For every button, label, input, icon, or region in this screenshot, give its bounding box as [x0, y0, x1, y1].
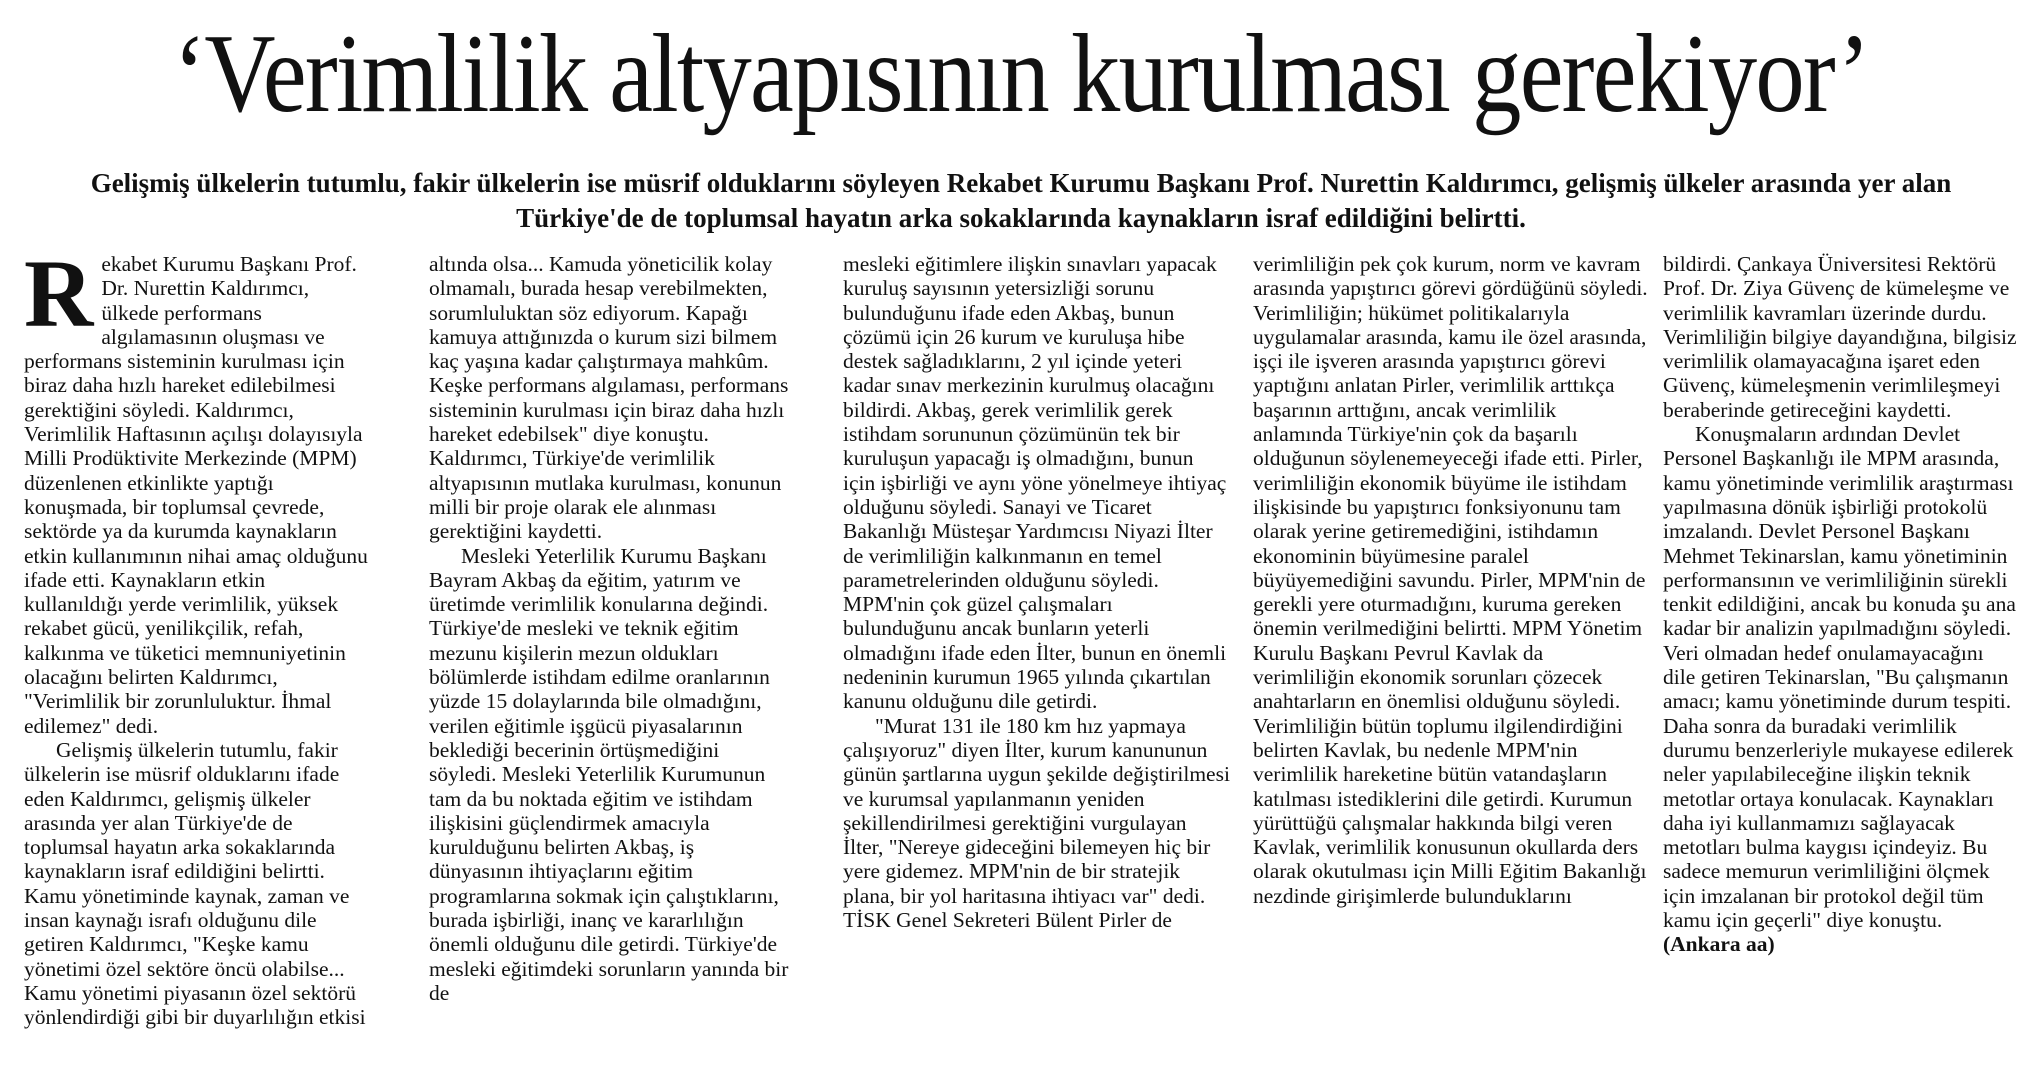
- article-column-4: [1253, 252, 1648, 1062]
- column-3-paragraph-2: "Murat 131 ile 180 km hız yapmaya çalışıyoruz" diyen İlter, kurum kanununun günün şartlarına uygun şekilde değiştirilmesi ve kurumsal yapılanmanın yeniden şekillendirilmesi gerektiğini vurgulayan İlter, "Nereye gideceğini bilemeyen hiç bir yere gidemez. MPM'nin de bir stratejik plana, bir yol haritasına ihtiyacı var" dedi. TİSK Genel Sekreteri Bülent Pirler de: [843, 713, 1230, 933]
- column-5-paragraph-1: bildirdi. Çankaya Üniversitesi Rektörü Prof. Dr. Ziya Güvenç de kümeleşme ve verimlilik kavramları üzerinde durdu. Verimliliğin bilgiye dayandığına, bilgisiz verimlilik olamayacağına işaret eden Güvenç, kümeleşmenin verimlileşmeyi beraberinde getireceğini kaydetti.: [1663, 252, 2017, 422]
- drop-cap: R: [24, 252, 94, 347]
- byline: (Ankara aa): [1663, 932, 1775, 957]
- column-3-paragraph-1: mesleki eğitimlere ilişkin sınavları yapacak kuruluş sayısının yetersizliği sorunu bulunduğunu ifade eden Akbaş, bunun çözümü için 26 kurum ve kuruluşa hibe destek sağladıklarını, 2 yıl içinde yeteri kadar sınav merkezinin kurulmuş olacağını bildirdi. Akbaş, gerek verimlilik gerek istihdam sorununun çözümünün tek bir kuruluşun yapacağı iş olmadığını, bunun için işbirliği ve aynı yöne yönelmeye ihtiyaç olduğunu söyledi. Sanayi ve Ticaret Bakanlığı Müsteşar Yardımcısı Niyazi İlter de verimliliğin kalkınmanın en temel parametrelerinden olduğunu söyledi. MPM'nin çok güzel çalışmaları bulunduğunu ancak bunların yeterli olmadığını ifade eden İlter, bunun en önemli nedeninin kurumun 1965 yılında çıkartılan kanunu olduğunu dile getirdi.: [843, 252, 1227, 714]
- article-column-1: [24, 252, 369, 1062]
- headline: ‘Verimlilik altyapısının kurulması gerekiyor’: [173, 12, 1869, 136]
- column-2-paragraph-2: Mesleki Yeterlilik Kurumu Başkanı Bayram Akbaş da eğitim, yatırım ve üretimde verimlilik konularına değindi. Türkiye'de mesleki ve teknik eğitim mezunu kişilerin mezun oldukları bölümlerde istihdam edilme oranlarının yüzde 15 dolaylarında bile olmadığını, verilen eğitimle işgücü piyasalarının beklediği becerinin örtüşmediğini söyledi. Mesleki Yeterlilik Kurumunun tam da bu noktada eğitim ve istihdam ilişkisini güçlendirmek amacıyla kurulduğunu belirten Akbaş, iş dünyasının ihtiyaçlarını eğitim programlarına sokmak için çalıştıklarını, burada işbirliği, inanç ve kararlılığın önemli olduğunu dile getirdi. Türkiye'de mesleki eğitimdeki sorunların yanında bir de: [429, 543, 789, 1005]
- column-4-paragraph-1: verimliliğin pek çok kurum, norm ve kavram arasında yapıştırıcı görevi gördüğünü söyledi. Verimliliğin; hükümet politikalarıyla uygulamalar arasında, kamu ile özel arasında, işçi ile işveren arasında yapıştırıcı görevi yaptığını anlatan Pirler, verimlilik arttıkça başarının arttığını, ancak verimlilik anlamında Türkiye'nin çok da başarılı olduğunun söylenemeyeceği ifade etti. Pirler, verimliliğin ekonomik büyüme ile istihdam ilişkisinde bu yapıştırıcı fonksiyonunu tam olarak yerine getiremediğini, istihdamın ekonominin büyümesine paralel büyüyemediğini savundu. Pirler, MPM'nin de gerekli yere oturmadığını, kuruma gereken önemin verilmediğini belirtti. MPM Yönetim Kurulu Başkanı Pevrul Kavlak da verimliliğin ekonomik sorunları çözecek anahtarların en önemlisi olduğunu söyledi. Verimliliğin bütün toplumu ilgilendirdiğini belirten Kavlak, bu nedenle MPM'nin verimlilik hareketine bütün vatandaşların katılması istediklerini dile getirdi. Kurumun yürüttüğü çalışmalar hakkında bilgi veren Kavlak, verimlilik konusunun okullarda ders olarak okutulması için Milli Eğitim Bakanlığı nezdinde girişimlerde bulunduklarını: [1253, 252, 1648, 908]
- column-5-paragraph-2: [1663, 422, 2021, 957]
- article-column-2: [429, 252, 789, 1062]
- lead-paragraph: Gelişmiş ülkelerin tutumlu, fakir ülkelerin ise müsrif olduklarını söyleyen Rekabet Kurumu Başkanı Prof. Nurettin Kaldırımcı, gelişmiş ülkeler arasında yer alan Türkiye'de de toplumsal hayatın arka sokaklarında kaynakların israf edildiğini belirtti.: [90, 168, 1952, 233]
- column-1-paragraph-1: [24, 252, 369, 738]
- article-column-3: [843, 252, 1231, 1062]
- column-1-paragraph-1-text: ekabet Kurumu Başkanı Prof. Dr. Nurettin Kaldırımcı, ülkede performans algılamasının oluşması ve performans sisteminin kurulması için biraz daha hızlı hareket edilebilmesi gerektiğini söyledi. Kaldırımcı, Verimlilik Haftasının açılışı dolayısıyla Milli Prodüktivite Merkezinde (MPM) düzenlenen etkinlikte yaptığı konuşmada, bir toplumsal çevrede, sektörde ya da kurumda kaynakların etkin kullanımının nihai amaç olduğunu ifade etti. Kaynakların etkin kullanıldığı yerde verimlilik, yüksek rekabet gücü, yenilikçilik, refah, kalkınma ve tüketici memnuniyetinin olacağını belirten Kaldırımcı, "Verimlilik bir zorunluluktur. İhmal edilemez" dedi.: [24, 252, 368, 738]
- column-2-paragraph-1: altında olsa... Kamuda yöneticilik kolay olmamalı, burada hesap verebilmekten, sorumluluktan söz ediyorum. Kapağı kamuya attığınızda o kurum sizi bilmem kaç yaşına kadar çalıştırmaya mahkûm. Keşke performans algılaması, performans sisteminin kurulması için biraz daha hızlı hareket edebilsek" diye konuştu. Kaldırımcı, Türkiye'de verimlilik altyapısının mutlaka kurulması, konunun milli bir proje olarak ele alınması gerektiğini kaydetti.: [429, 252, 789, 544]
- column-5-paragraph-2-text: Konuşmaların ardından Devlet Personel Başkanlığı ile MPM arasında, kamu yönetiminde verimlilik araştırması yapılmasına dönük işbirliği protokolü imzalandı. Devlet Personel Başkanı Mehmet Tekinarslan, kamu yönetiminin performansının ve verimliliğinin sürekli tenkit edildiğini, ancak bu konuda şu ana kadar bir analizin yapılmadığını söyledi. Veri olmadan hedef onulamayacağını dile getiren Tekinarslan, "Bu çalışmanın amacı; kamu yönetiminde durum tespiti. Daha sonra da buradaki verimlilik durumu benzerleriyle mukayese edilerek neler yapılabileceğine ilişkin teknik metotlar ortaya konulacak. Kaynakları daha iyi kullanmamızı sağlayacak metotları bulma kaygısı içindeyiz. Bu sadece memurun verimliliğini ölçmek için imzalanan bir protokol değil tüm kamu için geçerli" diye konuştu.: [1663, 422, 2016, 933]
- column-1-paragraph-2: Gelişmiş ülkelerin tutumlu, fakir ülkelerin ise müsrif olduklarını ifade eden Kaldırımcı, gelişmiş ülkeler arasında yer alan Türkiye'de de toplumsal hayatın arka sokaklarında kaynakların israf edildiğini belirtti. Kamu yönetiminde kaynak, zaman ve insan kaynağı israfı olduğunu dile getiren Kaldırımcı, "Keşke kamu yönetimi özel sektöre öncü olabilse... Kamu yönetimi piyasanın özel sektörü yönlendirdiği gibi bir duyarlılığın etkisi: [24, 737, 366, 1030]
- article-column-5: [1663, 252, 2021, 1062]
